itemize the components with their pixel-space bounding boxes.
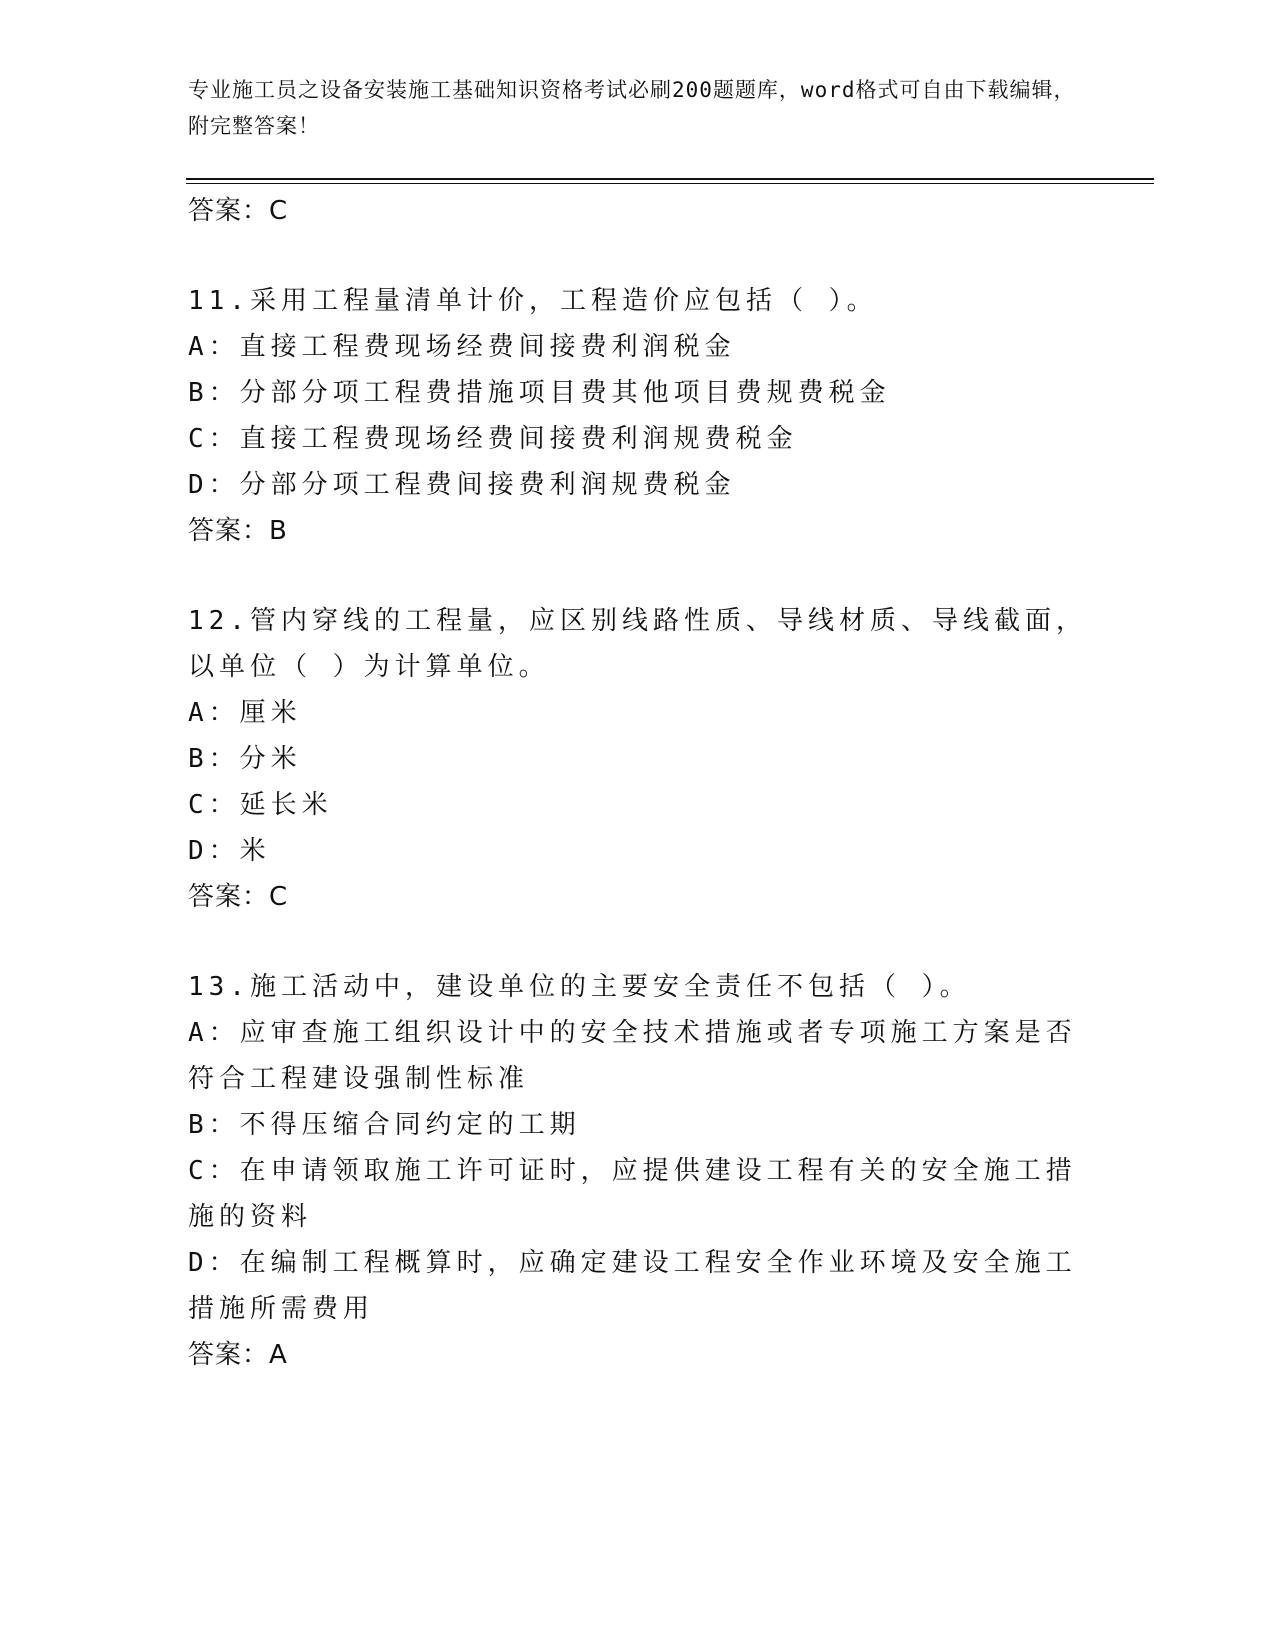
header-divider-thin	[186, 183, 1154, 184]
spacer	[188, 920, 1088, 964]
question-stem: 13.施工活动中，建设单位的主要安全责任不包括（ ）。	[188, 972, 971, 1002]
option-a: A：直接工程费现场经费间接费利润税金	[188, 332, 736, 362]
question-list	[188, 188, 1088, 1378]
option-d: D：分部分项工程费间接费利润规费税金	[188, 470, 736, 500]
spacer	[188, 234, 1088, 278]
answer: 答案：B	[188, 516, 288, 546]
header-note: 专业施工员之设备安装施工基础知识资格考试必刷200题题库，word格式可自由下载编辑，附完整答案！	[188, 78, 1076, 138]
option-a: A：应审查施工组织设计中的安全技术措施或者专项施工方案是否符合工程建设强制性标准	[188, 1018, 1077, 1094]
option-b: B：分米	[188, 744, 302, 774]
option-a: A：厘米	[188, 698, 302, 728]
option-d: D：米	[188, 836, 271, 866]
option-b: B：分部分项工程费措施项目费其他项目费规费税金	[188, 378, 891, 408]
option-c: C：直接工程费现场经费间接费利润规费税金	[188, 424, 798, 454]
option-c: C：延长米	[188, 790, 333, 820]
option-d: D：在编制工程概算时，应确定建设工程安全作业环境及安全施工措施所需费用	[188, 1248, 1077, 1324]
question-11	[188, 278, 1088, 554]
spacer	[188, 554, 1088, 598]
question-stem: 12.管内穿线的工程量，应区别线路性质、导线材质、导线截面，以单位（ ）为计算单位。	[188, 606, 1087, 682]
question-12	[188, 598, 1088, 920]
answer: 答案：A	[188, 1340, 288, 1370]
header-divider-thick	[186, 178, 1154, 180]
question-13	[188, 964, 1088, 1378]
answer: 答案：C	[188, 882, 289, 912]
option-c: C：在申请领取施工许可证时，应提供建设工程有关的安全施工措施的资料	[188, 1156, 1077, 1232]
question-stem: 11.采用工程量清单计价，工程造价应包括（ ）。	[188, 286, 878, 316]
previous-answer: 答案：C	[188, 196, 289, 226]
option-b: B：不得压缩合同约定的工期	[188, 1110, 581, 1140]
